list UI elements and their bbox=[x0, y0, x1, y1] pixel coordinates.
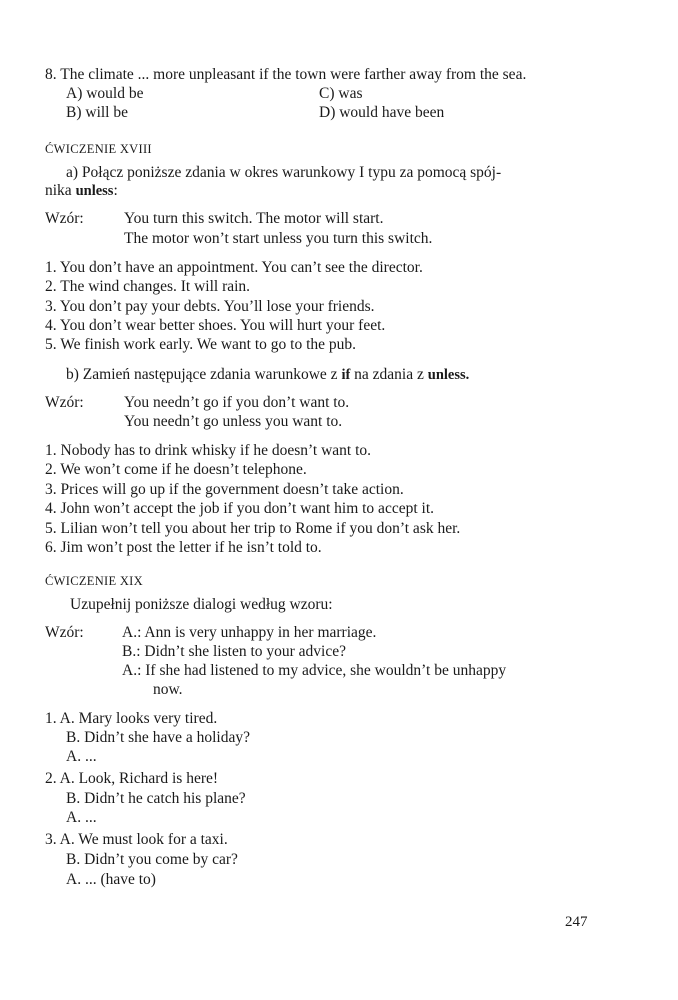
q8-option-a: A) would be bbox=[66, 85, 144, 102]
ex18-wzor-a-line1: You turn this switch. The motor will start. bbox=[124, 210, 384, 227]
q8-option-c: C) was bbox=[319, 85, 363, 102]
ex18-wzor-b-label: Wzór: bbox=[45, 394, 84, 411]
ex18-b-keyword-if: if bbox=[341, 367, 351, 383]
ex18-b-item-1: 1. Nobody has to drink whisky if he doesn’t want to. bbox=[45, 442, 372, 459]
ex18-a-instruction-line2 bbox=[45, 182, 118, 200]
ex18-wzor-b-line2: You needn’t go unless you want to. bbox=[124, 413, 343, 430]
ex18-a-keyword-unless: unless bbox=[75, 183, 114, 199]
ex18-b-keyword-unless: unless. bbox=[427, 367, 470, 383]
ex19-dialog-2-c: A. ... bbox=[66, 809, 97, 826]
ex18-a-item-2: 2. The wind changes. It will rain. bbox=[45, 278, 251, 295]
ex19-dialog-3-a: 3. A. We must look for a taxi. bbox=[45, 831, 228, 848]
ex18-a-item-3: 3. You don’t pay your debts. You’ll lose your friends. bbox=[45, 298, 375, 315]
q8-option-b: B) will be bbox=[66, 104, 128, 121]
ex18-wzor-b-line1: You needn’t go if you don’t want to. bbox=[124, 394, 350, 411]
ex18-heading: ĆWICZENIE XVIII bbox=[45, 142, 152, 156]
ex18-a-instruction-line1: a) Połącz poniższe zdania w okres warunkowy I typu za pomocą spój- bbox=[66, 164, 502, 181]
ex19-wzor-line3: A.: If she had listened to my advice, she wouldn’t be unhappy bbox=[122, 662, 507, 679]
q8-option-d: D) would have been bbox=[319, 104, 445, 121]
ex18-b-item-5: 5. Lilian won’t tell you about her trip to Rome if you don’t ask her. bbox=[45, 520, 461, 537]
ex18-b-item-6: 6. Jim won’t post the letter if he isn’t told to. bbox=[45, 539, 322, 556]
ex19-dialog-3-b: B. Didn’t you come by car? bbox=[66, 851, 238, 868]
ex18-b-instruction-prefix: b) Zamień następujące zdania warunkowe z bbox=[66, 366, 338, 383]
ex19-dialog-1-c: A. ... bbox=[66, 748, 97, 765]
ex19-dialog-1-a: 1. A. Mary looks very tired. bbox=[45, 710, 218, 727]
ex19-wzor-line2: B.: Didn’t she listen to your advice? bbox=[122, 643, 346, 660]
ex18-b-instruction bbox=[66, 366, 469, 384]
ex19-instruction: Uzupełnij poniższe dialogi według wzoru: bbox=[70, 596, 333, 613]
ex19-wzor-line1: A.: Ann is very unhappy in her marriage. bbox=[122, 624, 377, 641]
ex18-a-instruction-prefix: nika bbox=[45, 182, 72, 199]
ex18-b-instruction-middle: na zdania z bbox=[354, 366, 424, 383]
q8-stem: 8. The climate ... more unpleasant if the town were farther away from the sea. bbox=[45, 66, 527, 83]
ex19-dialog-3-c: A. ... (have to) bbox=[66, 871, 156, 888]
ex18-b-item-3: 3. Prices will go up if the government doesn’t take action. bbox=[45, 481, 404, 498]
ex18-wzor-a-line2: The motor won’t start unless you turn this switch. bbox=[124, 230, 433, 247]
ex19-wzor-label: Wzór: bbox=[45, 624, 84, 641]
ex19-wzor-line4: now. bbox=[153, 681, 183, 698]
ex19-dialog-2-b: B. Didn’t he catch his plane? bbox=[66, 790, 246, 807]
ex18-a-item-5: 5. We finish work early. We want to go to the pub. bbox=[45, 336, 357, 353]
ex18-wzor-label: Wzór: bbox=[45, 210, 84, 227]
ex18-a-item-4: 4. You don’t wear better shoes. You will hurt your feet. bbox=[45, 317, 386, 334]
ex18-b-item-4: 4. John won’t accept the job if you don’t want him to accept it. bbox=[45, 500, 434, 517]
ex18-b-item-2: 2. We won’t come if he doesn’t telephone. bbox=[45, 461, 307, 478]
page-number: 247 bbox=[565, 914, 588, 930]
ex19-heading: ĆWICZENIE XIX bbox=[45, 574, 143, 588]
ex19-dialog-2-a: 2. A. Look, Richard is here! bbox=[45, 770, 219, 787]
ex19-dialog-1-b: B. Didn’t she have a holiday? bbox=[66, 729, 250, 746]
ex18-a-instruction-suffix: : bbox=[113, 182, 118, 199]
ex18-a-item-1: 1. You don’t have an appointment. You can’t see the director. bbox=[45, 259, 423, 276]
